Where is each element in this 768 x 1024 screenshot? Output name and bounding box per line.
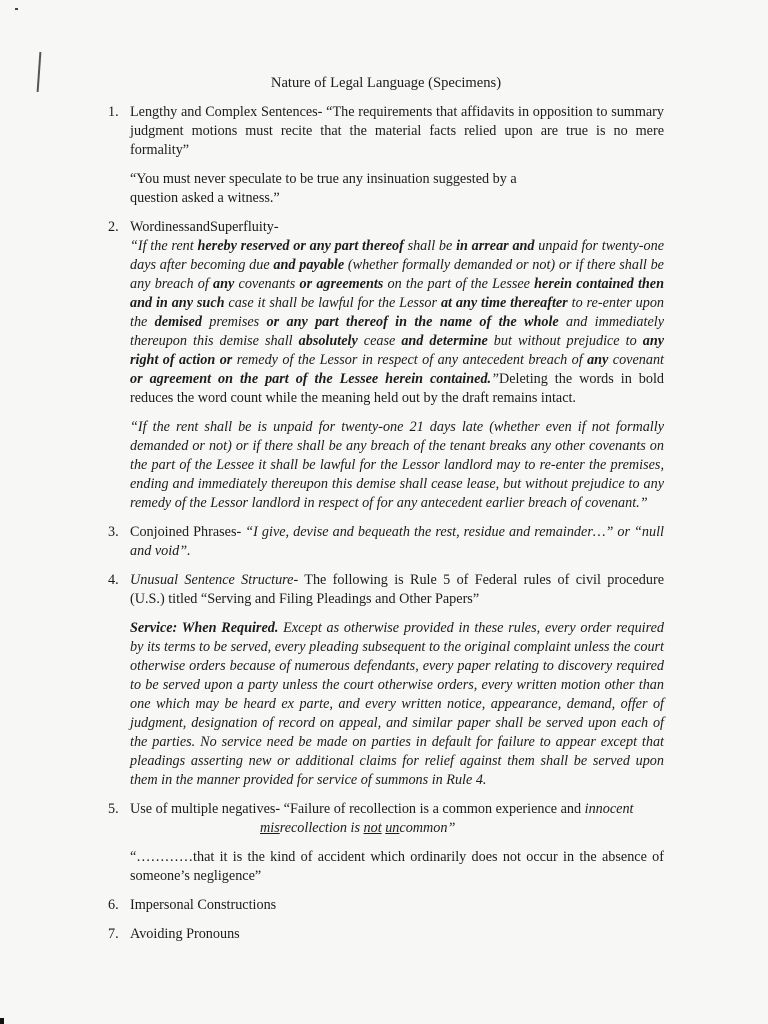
item-text [130,800,664,838]
quote-innocent: innocent [584,801,634,817]
example-quote: “Failure of recollection is a common experience and [283,801,582,817]
item-number: 5. [108,801,119,817]
item-heading: Use of multiple negatives- [130,801,281,817]
quote-common: common” [399,820,456,836]
rule-body: Except as otherwise provided in these rules, every order required by its terms to be served, every pleading subsequent to the original complaint unless the court otherwise orders because of numerous defendants, every paper relating to discovery required to be served upon a party unless the court otherwise orders, every written motion other than one which may be heard ex parte, and every written notice, appearance, demand, offer of judgment, designation of record on appeal, and similar paper shall be served upon each of the parties. No service need be made on parties in default for failure to appear except that pleadings asserting new or additional claims for relief against them shall be served upon them in the manner provided for service of summons in Rule 4. [130,620,664,788]
item-heading: Unusual Sentence Structure- [130,572,299,588]
list-item-5 [108,800,664,886]
quote-recollection: recollection is [279,820,360,836]
list-item-7 [108,925,664,944]
explanation-text: Deleting the words in bold reduces the word count while the meaning held out by the draft remains intact. [130,371,665,406]
item-number: 2. [108,219,119,235]
item-heading: Avoiding Pronouns [130,926,240,942]
intro-text: The following is Rule 5 of Federal rules of civil procedure (U.S.) titled “Serving and Filing Pleadings and Other Papers” [130,572,664,607]
list-item-2 [108,218,664,513]
item-number: 6. [108,897,119,913]
item-number: 3. [108,524,119,540]
list-item-1 [108,103,664,208]
lease-clause-original: “If the rent hereby reserved or any part thereof shall be in arrear and unpaid for twenty-one days after becoming due and payable (whether formally demanded or not) or if there shall be any breach of any covenants or agreements on the part of the Lessee herein contained then and in any such case it shall be lawful for the Lessor at any time thereafter to re-enter upon the demised premises or any part thereof in the name of the whole and immediately thereupon this demise shall absolutely cease and determine but without prejudice to any right of action or remedy of the Lessor in respect of any antecedent breach of any covenant or agreement on the part of the Lessee herein contained.”Deleting the words in bold reduces the word count while the meaning held out by the draft remains intact. [130,238,665,406]
scan-corner [0,1018,4,1024]
rule-text [130,619,664,790]
list-item-4 [108,571,664,790]
item-number: 7. [108,926,119,942]
document-page [108,74,664,954]
quote-un: un [385,820,400,836]
example-quote-2: “…………that it is the kind of accident which ordinarily does not occur in the absence of someone’s negligence” [130,849,664,884]
item-heading: Conjoined Phrases- [130,524,242,540]
rule-heading: Service: When Required. [130,620,279,636]
item-number: 1. [108,104,119,120]
item-heading: Impersonal Constructions [130,897,277,913]
item-heading: Lengthy and Complex Sentences- [130,104,323,120]
quote-mis: mis [260,820,280,836]
item-number: 4. [108,572,119,588]
item-text [130,571,664,609]
scan-mark [37,52,42,92]
scan-speck [15,8,18,10]
page-title: Nature of Legal Language (Specimens) [270,75,502,91]
item-text [130,523,664,561]
list-item-6 [108,896,664,915]
example-quote: “The requirements that affidavits in opposition to summary judgment motions must recite that the material facts relied upon are true is no mere formality” [130,104,664,158]
item-heading: WordinessandSuperfluity- [130,219,279,235]
example-quote: “I give, devise and bequeath the rest, residue and remainder…” or “null and void”. [130,524,665,559]
item-text [130,103,664,160]
quote-not: not [363,820,382,836]
lease-clause-revised: “If the rent shall be is unpaid for twenty-one 21 days late (whether even if not formally demanded or not) or if there shall be any breach of the tenant breaks any other covenants on the part of the Lessee it shall be lawful for the Lessor landlord may to re-enter the premises, ending and immediately thereupon this demise shall cease lease, but without prejudice to any remedy of the Lessor landlord in respect of for any antecedent earlier breach of covenant.” [130,419,664,511]
list-item-3 [108,523,664,561]
example-quote-2: “You must never speculate to be true any insinuation suggested by a question asked a witness.” [130,171,517,206]
